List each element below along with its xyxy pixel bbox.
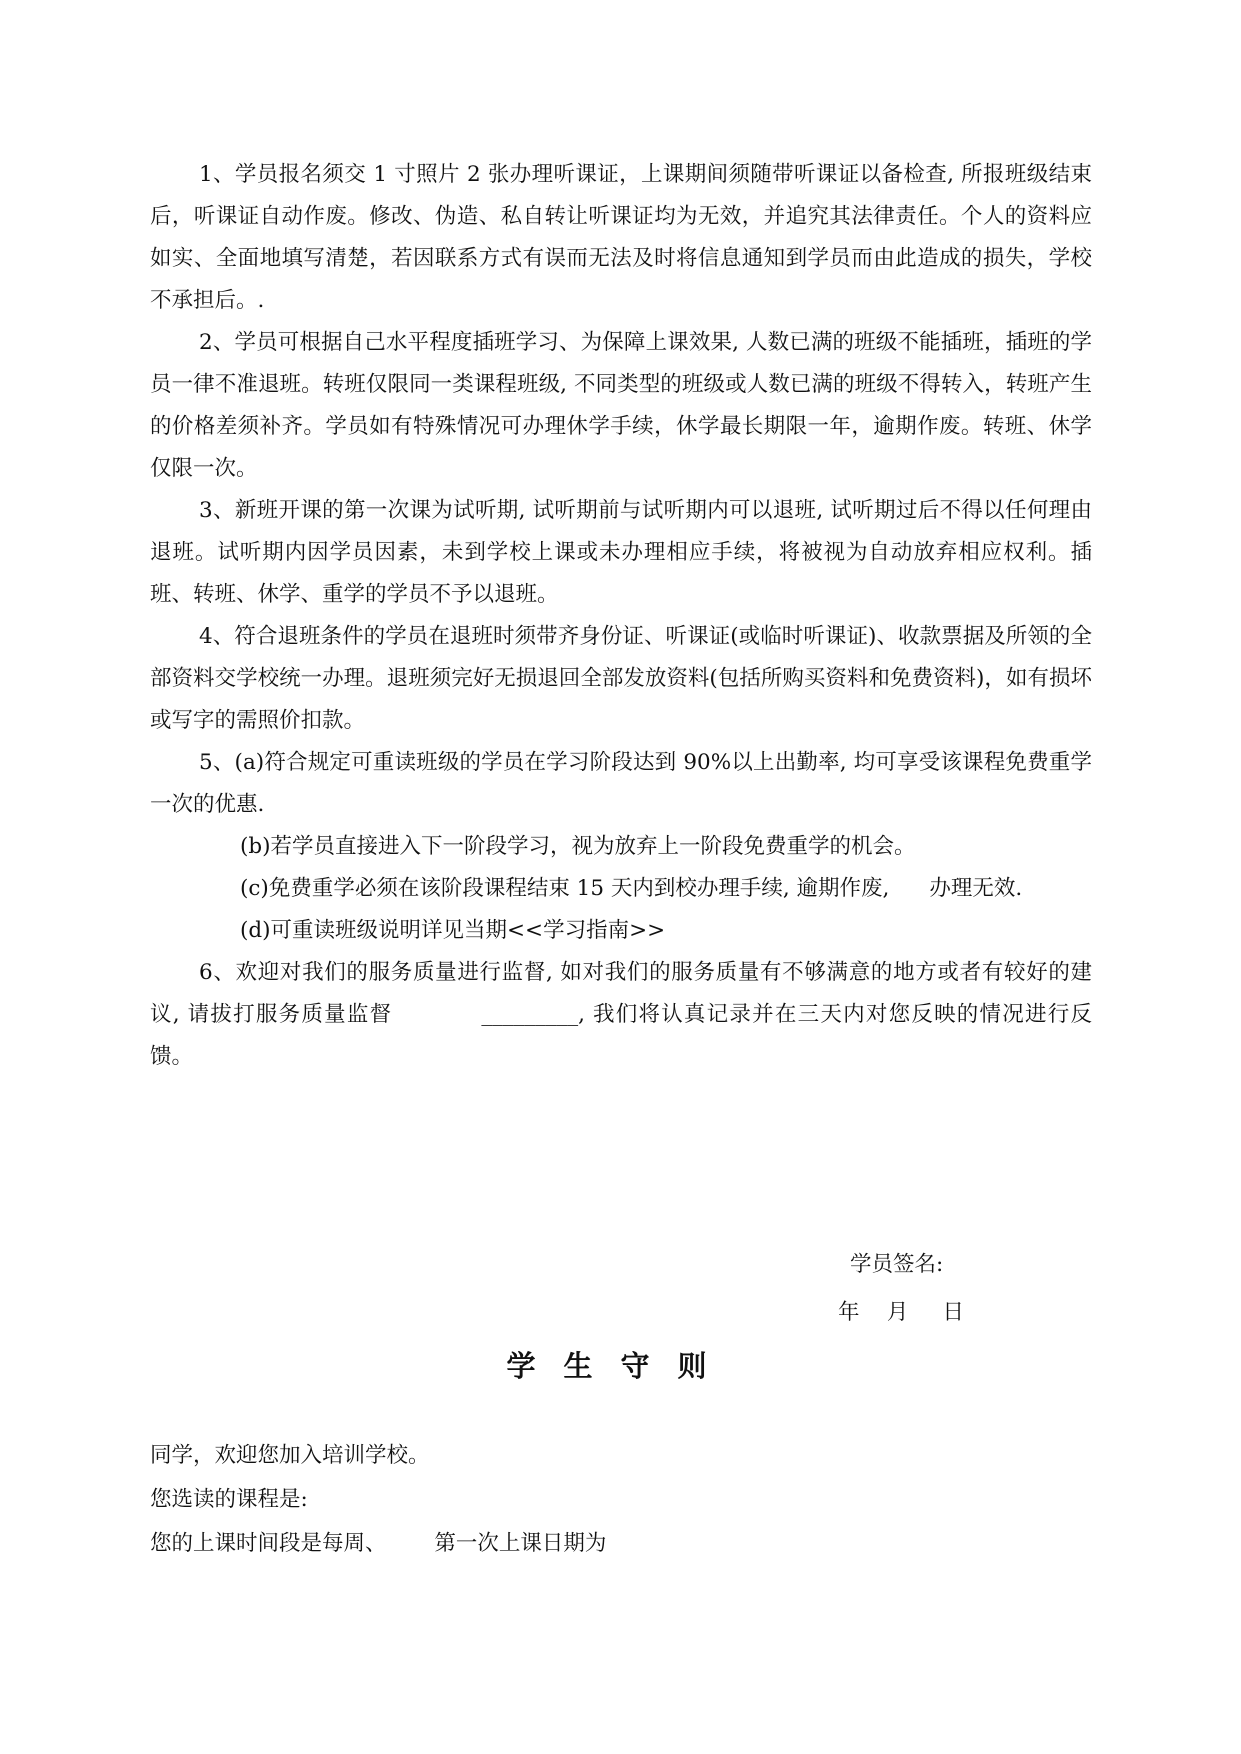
rule-5c xyxy=(150,868,1092,910)
schedule-line: 您的上课时间段是每周、 第一次上课日期为 xyxy=(150,1531,607,1556)
rule-5c-text: (c)免费重学必须在该阶段课程结束 15 天内到校办理手续, 逾期作废, xyxy=(240,876,890,901)
rule-5a: 5、(a)符合规定可重读班级的学员在学习阶段达到 90%以上出勤率, 均可享受该课程免费重学一次的优惠. xyxy=(150,750,1092,817)
hotline-blank: _________ xyxy=(481,1002,579,1027)
document-title: 学生守则 xyxy=(506,1349,735,1383)
intro-section xyxy=(150,1434,606,1566)
rule-5d: (d)可重读班级说明详见当期<<学习指南>> xyxy=(240,918,666,943)
rule-2: 2、学员可根据自己水平程度插班学习、为保障上课效果, 人数已满的班级不能插班，插班的学员一律不准退班。转班仅限同一类课程班级, 不同类型的班级或人数已满的班级不得转入，转班产生的价格差须补齐。学员如有特殊情况可办理休学手续，休学最长期限一年，逾期作废。转班、休学仅限一次。 xyxy=(150,330,1092,481)
rule-6-end: , 我们将认真记录并在三天内对您反映的情况进行反馈。 xyxy=(150,1002,1093,1069)
rule-1: 1、学员报名须交 1 寸照片 2 张办理听课证，上课期间须随带听课证以备检查, 所报班级结束后，听课证自动作废。修改、伪造、私自转让听课证均为无效，并追究其法律责任。个人的资料应如实、全面地填写清楚，若因联系方式有误而无法及时将信息通知到学员而由此造成的损失，学校不承担后。. xyxy=(150,162,1092,313)
rule-5b: (b)若学员直接进入下一阶段学习，视为放弃上一阶段免费重学的机会。 xyxy=(240,834,916,859)
signature-date: 年 月 日 xyxy=(838,1300,965,1325)
rules-body xyxy=(150,154,1092,1078)
student-signature-label: 学员签名: xyxy=(850,1252,944,1277)
rule-3: 3、新班开课的第一次课为试听期, 试听期前与试听期内可以退班, 试听期过后不得以任何理由退班。试听期内因学员因素，未到学校上课或未办理相应手续，将被视为自动放弃相应权利。插班、转班、休学、重学的学员不予以退班。 xyxy=(150,498,1092,607)
rule-6-text: 6、欢迎对我们的服务质量进行监督, 如对我们的服务质量有不够满意的地方或者有较好的建议, 请拔打服务质量监督 xyxy=(150,960,1092,1027)
welcome-line: 同学，欢迎您加入培训学校。 xyxy=(150,1443,430,1468)
rule-4: 4、符合退班条件的学员在退班时须带齐身份证、听课证(或临时听课证)、收款票据及所领的全部资料交学校统一办理。退班须完好无损退回全部发放资料(包括所购买资料和免费资料)，如有损坏或写字的需照价扣款。 xyxy=(150,624,1092,733)
rule-5c-end: 办理无效. xyxy=(929,876,1023,901)
rule-6 xyxy=(150,952,1092,1078)
course-line: 您选读的课程是: xyxy=(150,1487,308,1512)
